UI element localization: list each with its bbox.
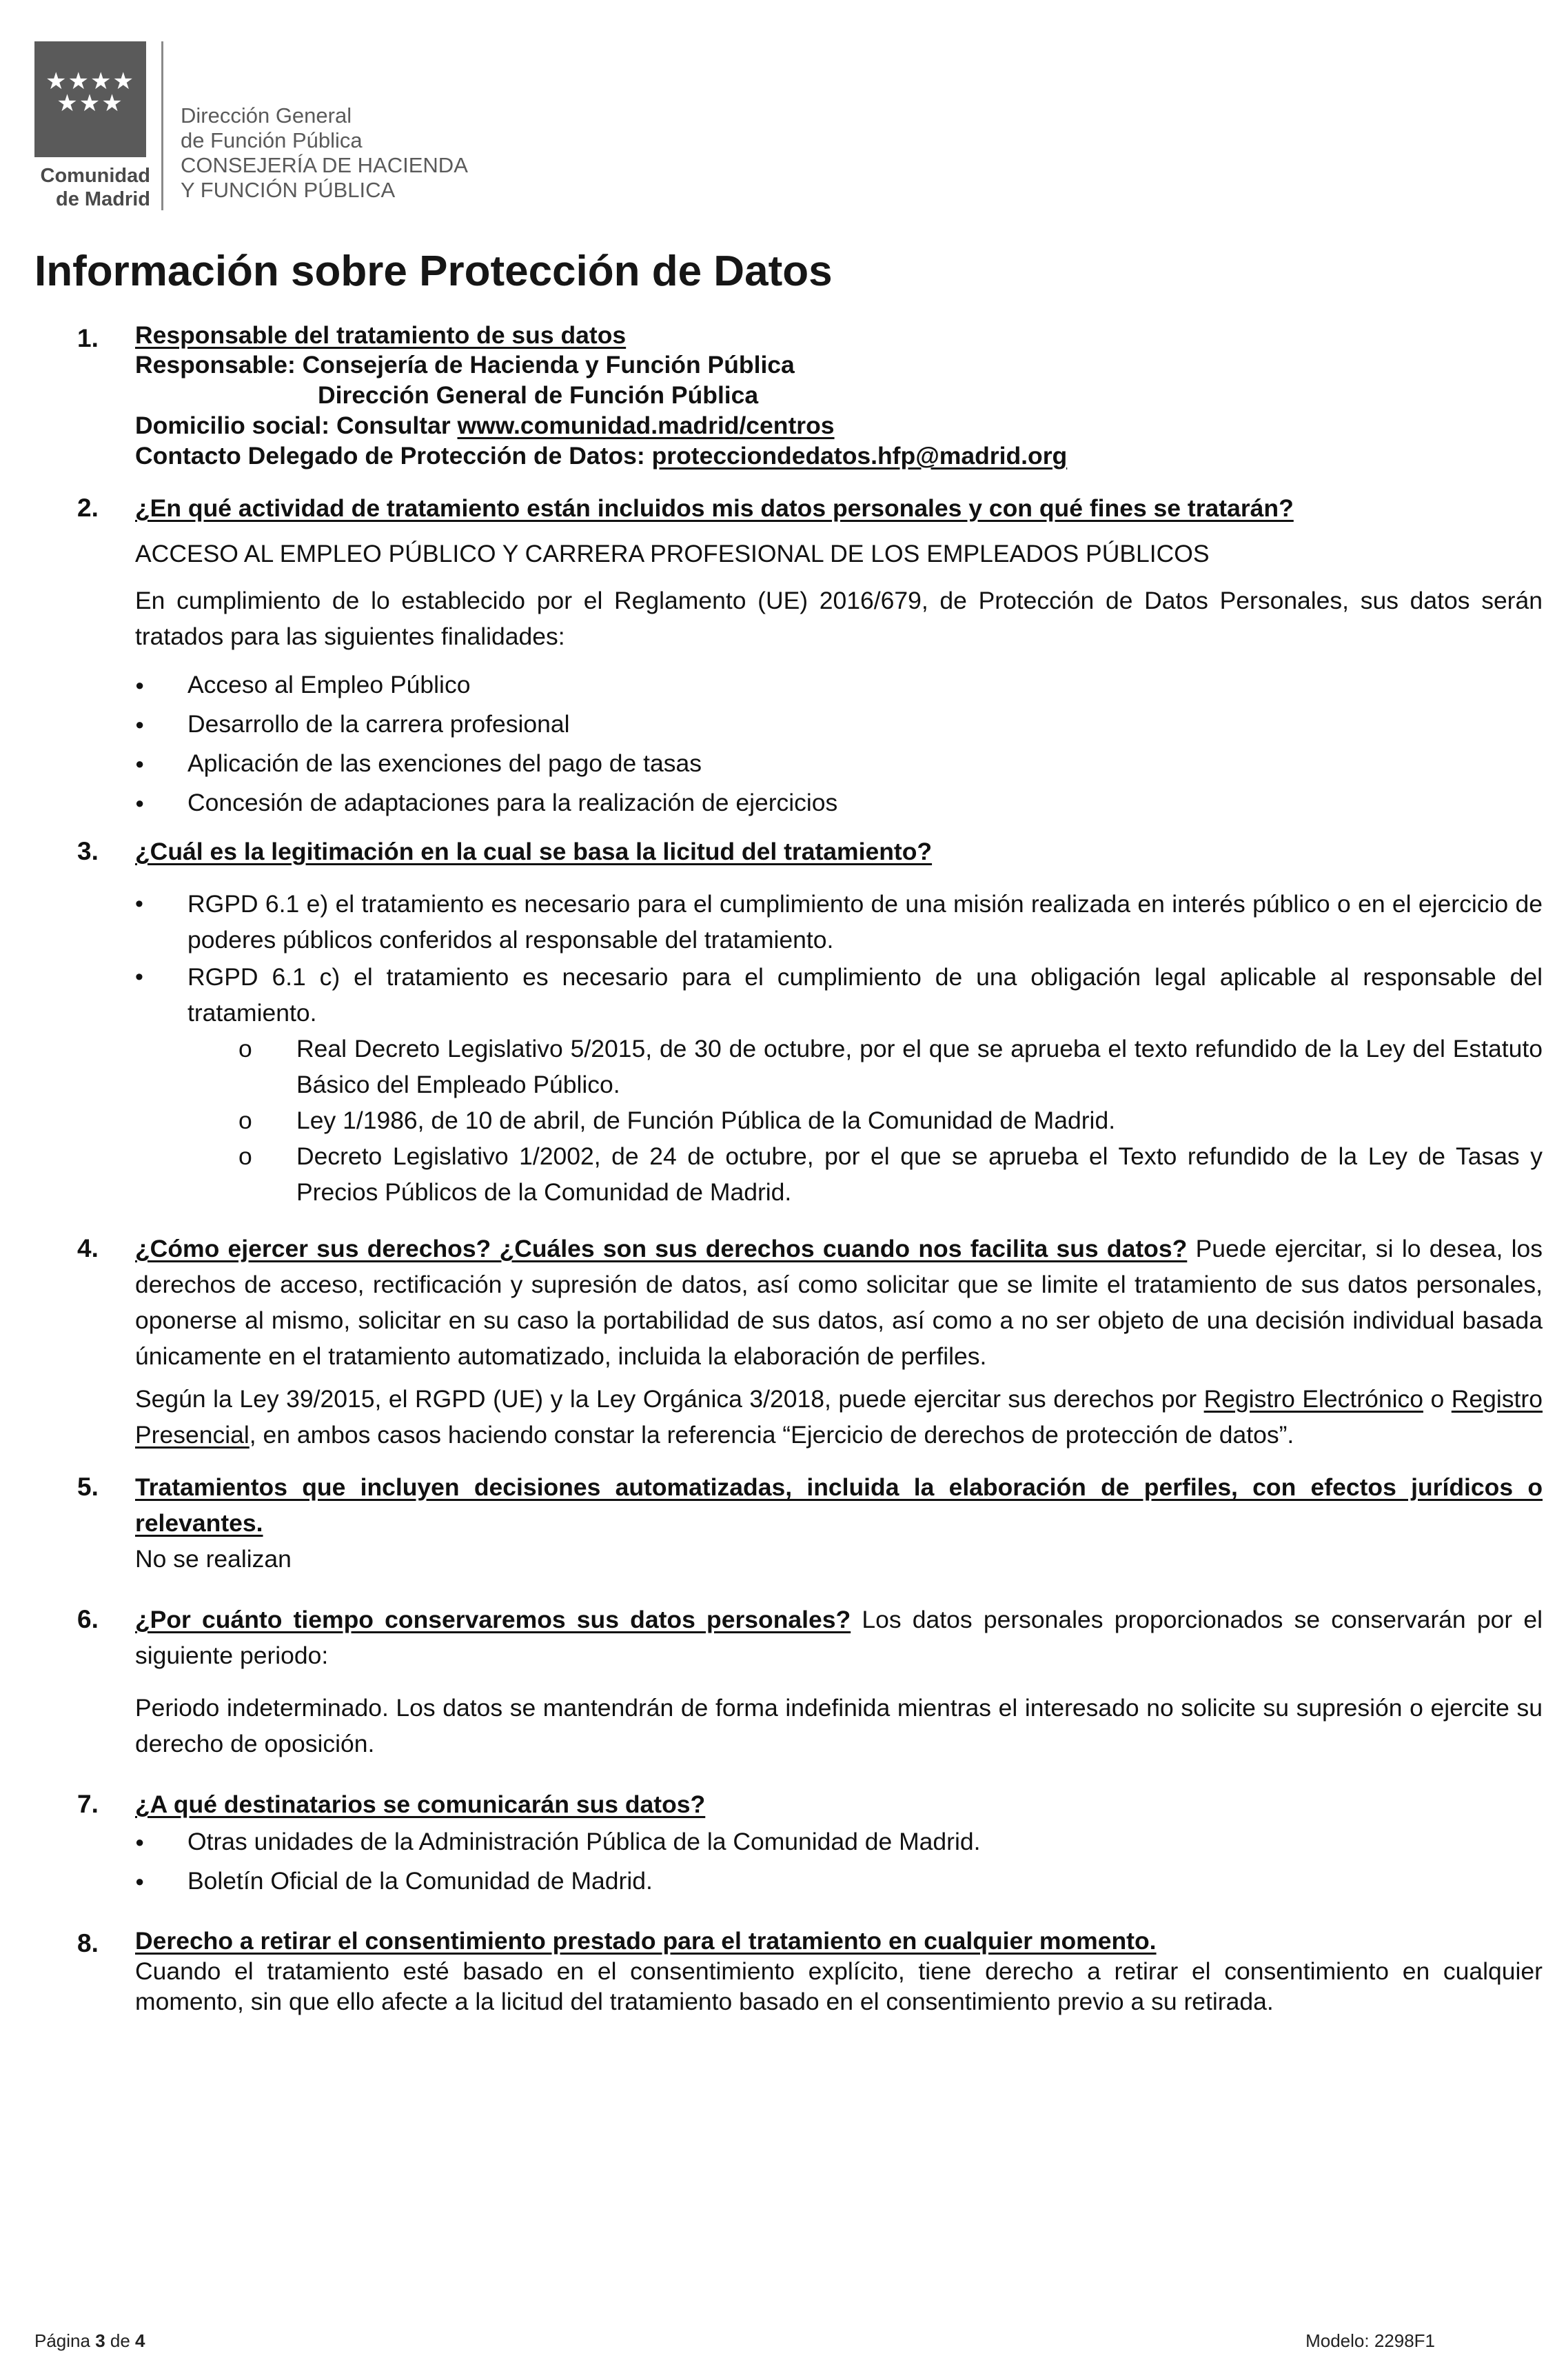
recipients-list xyxy=(135,1822,1543,1901)
list-item: ● Concesión de adaptaciones para la realización de ejercicios xyxy=(135,783,1543,823)
department-header: Dirección General de Función Pública CONSEJERÍA DE HACIENDA Y FUNCIÓN PÚBLICA xyxy=(181,103,468,202)
section-heading: Tratamientos que incluyen decisiones automatizadas, incluida la elaboración de perfiles, con efectos jurídicos o relevantes. xyxy=(135,1473,1543,1537)
section-number: 2. xyxy=(77,494,99,522)
section-7 xyxy=(77,1786,1543,1901)
section-text: Cuando el tratamiento esté basado en el consentimiento explícito, tiene derecho a retirar el consentimiento en cualquier momento, sin que ello afecte a la licitud del tratamiento basado en el consentimiento previo a su retirada. xyxy=(135,1957,1543,2015)
section-heading: ¿En qué actividad de tratamiento están incluidos mis datos personales y con qué fines se tratarán? xyxy=(135,494,1294,522)
section-3 xyxy=(77,834,1543,1210)
dpo-line: Contacto Delegado de Protección de Datos: protecciondedatos.hfp@madrid.org xyxy=(135,442,1068,470)
section-8 xyxy=(77,1926,1543,2017)
section-number: 4. xyxy=(77,1234,99,1262)
section-1 xyxy=(77,321,1543,471)
registro-electronico-link[interactable]: Registro Electrónico xyxy=(1203,1385,1423,1413)
section-number: 3. xyxy=(77,837,99,865)
responsable-line: Responsable: Consejería de Hacienda y Función Pública xyxy=(135,351,795,379)
section-5 xyxy=(77,1469,1543,1577)
list-item: ● Boletín Oficial de la Comunidad de Madrid. xyxy=(135,1862,1543,1901)
responsable-line-2: Dirección General de Función Pública xyxy=(318,381,759,409)
legal-norms-list xyxy=(135,1031,1543,1210)
list-item: o Decreto Legislativo 1/2002, de 24 de octubre, por el que se aprueba el Texto refundido de la Ley de Tasas y Precios Públicos de la Comunidad de Madrid. xyxy=(135,1138,1543,1210)
page-title: Información sobre Protección de Datos xyxy=(34,248,833,295)
purpose-list xyxy=(135,665,1543,823)
list-item: ● Desarrollo de la carrera profesional xyxy=(135,705,1543,744)
list-item: ● Aplicación de las exenciones del pago de tasas xyxy=(135,744,1543,783)
purpose-intro: En cumplimiento de lo establecido por el Reglamento (UE) 2016/679, de Protección de Datos Personales, sus datos serán tratados para las siguientes finalidades: xyxy=(135,587,1543,650)
list-item: ● Otras unidades de la Administración Pública de la Comunidad de Madrid. xyxy=(135,1822,1543,1862)
section-number: 5. xyxy=(77,1473,99,1501)
section-heading: ¿A qué destinatarios se comunicarán sus datos? xyxy=(135,1791,706,1818)
legal-basis-list xyxy=(135,886,1543,1031)
section-heading: ¿Cuál es la legitimación en la cual se basa la licitud del tratamiento? xyxy=(135,838,933,865)
rights-channels: Según la Ley 39/2015, el RGPD (UE) y la Ley Orgánica 3/2018, puede ejercitar sus derechos por Registro Electrónico o Registro Presencial, en ambos casos haciendo constar la referencia “Ejercicio de derechos de protección de datos”. xyxy=(135,1385,1543,1449)
list-item: o Real Decreto Legislativo 5/2015, de 30 de octubre, por el que se aprueba el texto refundido de la Ley del Estatuto Básico del Empleado Público. xyxy=(135,1031,1543,1102)
logo-text: Comunidad de Madrid xyxy=(40,165,150,210)
section-number: 6. xyxy=(77,1605,99,1633)
retention-period: Periodo indeterminado. Los datos se mantendrán de forma indefinida mientras el interesado no solicite su supresión o ejercite su derecho de oposición. xyxy=(135,1694,1543,1757)
list-item: • RGPD 6.1 e) el tratamiento es necesario para el cumplimiento de una misión realizada en interés público o en el ejercicio de poderes públicos conferidos al responsable del tratamiento. xyxy=(135,886,1543,958)
comunidad-madrid-logo xyxy=(34,41,146,157)
retention-paragraph: ¿Por cuánto tiempo conservaremos sus datos personales? Los datos personales proporcionados se conservarán por el siguiente periodo: xyxy=(135,1606,1543,1669)
domicilio-line: Domicilio social: Consultar www.comunidad.madrid/centros xyxy=(135,412,835,439)
list-item: ● Acceso al Empleo Público xyxy=(135,665,1543,705)
rights-paragraph: ¿Cómo ejercer sus derechos? ¿Cuáles son sus derechos cuando nos facilita sus datos? Puede ejercitar, si lo desea, los derechos de acceso, rectificación y supresión de datos, así como solicitar que se limite el tratamiento de sus datos personales, oponerse al mismo, solicitar en su caso la portabilidad de sus datos, así como a no ser objeto de una decisión individual basada únicamente en el tratamiento automatizado, incluida la elaboración de perfiles. xyxy=(135,1235,1543,1370)
section-number: 1. xyxy=(77,324,99,352)
section-6 xyxy=(77,1602,1543,1762)
page-number: Página 3 de 4 xyxy=(34,2330,145,2351)
section-text: No se realizan xyxy=(135,1545,292,1573)
list-item: • RGPD 6.1 c) el tratamiento es necesario para el cumplimiento de una obligación legal aplicable al responsable del tratamiento. xyxy=(135,959,1543,1031)
section-number: 7. xyxy=(77,1790,99,1818)
list-item: o Ley 1/1986, de 10 de abril, de Función Pública de la Comunidad de Madrid. xyxy=(135,1102,1543,1138)
stars-icon: ★★★★ ★★★ xyxy=(45,68,135,117)
model-code: Modelo: 2298F1 xyxy=(1305,2330,1435,2351)
document-body xyxy=(77,321,1543,2017)
section-heading: Derecho a retirar el consentimiento prestado para el tratamiento en cualquier momento. xyxy=(135,1927,1157,1955)
section-2 xyxy=(77,490,1543,823)
centros-link[interactable]: www.comunidad.madrid/centros xyxy=(457,412,835,439)
dpo-email-link[interactable]: protecciondedatos.hfp@madrid.org xyxy=(651,442,1068,470)
header-divider xyxy=(161,41,163,210)
registro-presencial-link[interactable]: Registro Presencial xyxy=(135,1385,1543,1449)
section-4 xyxy=(77,1231,1543,1453)
section-heading: Responsable del tratamiento de sus datos xyxy=(135,321,627,349)
activity-name: ACCESO AL EMPLEO PÚBLICO Y CARRERA PROFESIONAL DE LOS EMPLEADOS PÚBLICOS xyxy=(135,540,1210,567)
section-number: 8. xyxy=(77,1929,99,1957)
